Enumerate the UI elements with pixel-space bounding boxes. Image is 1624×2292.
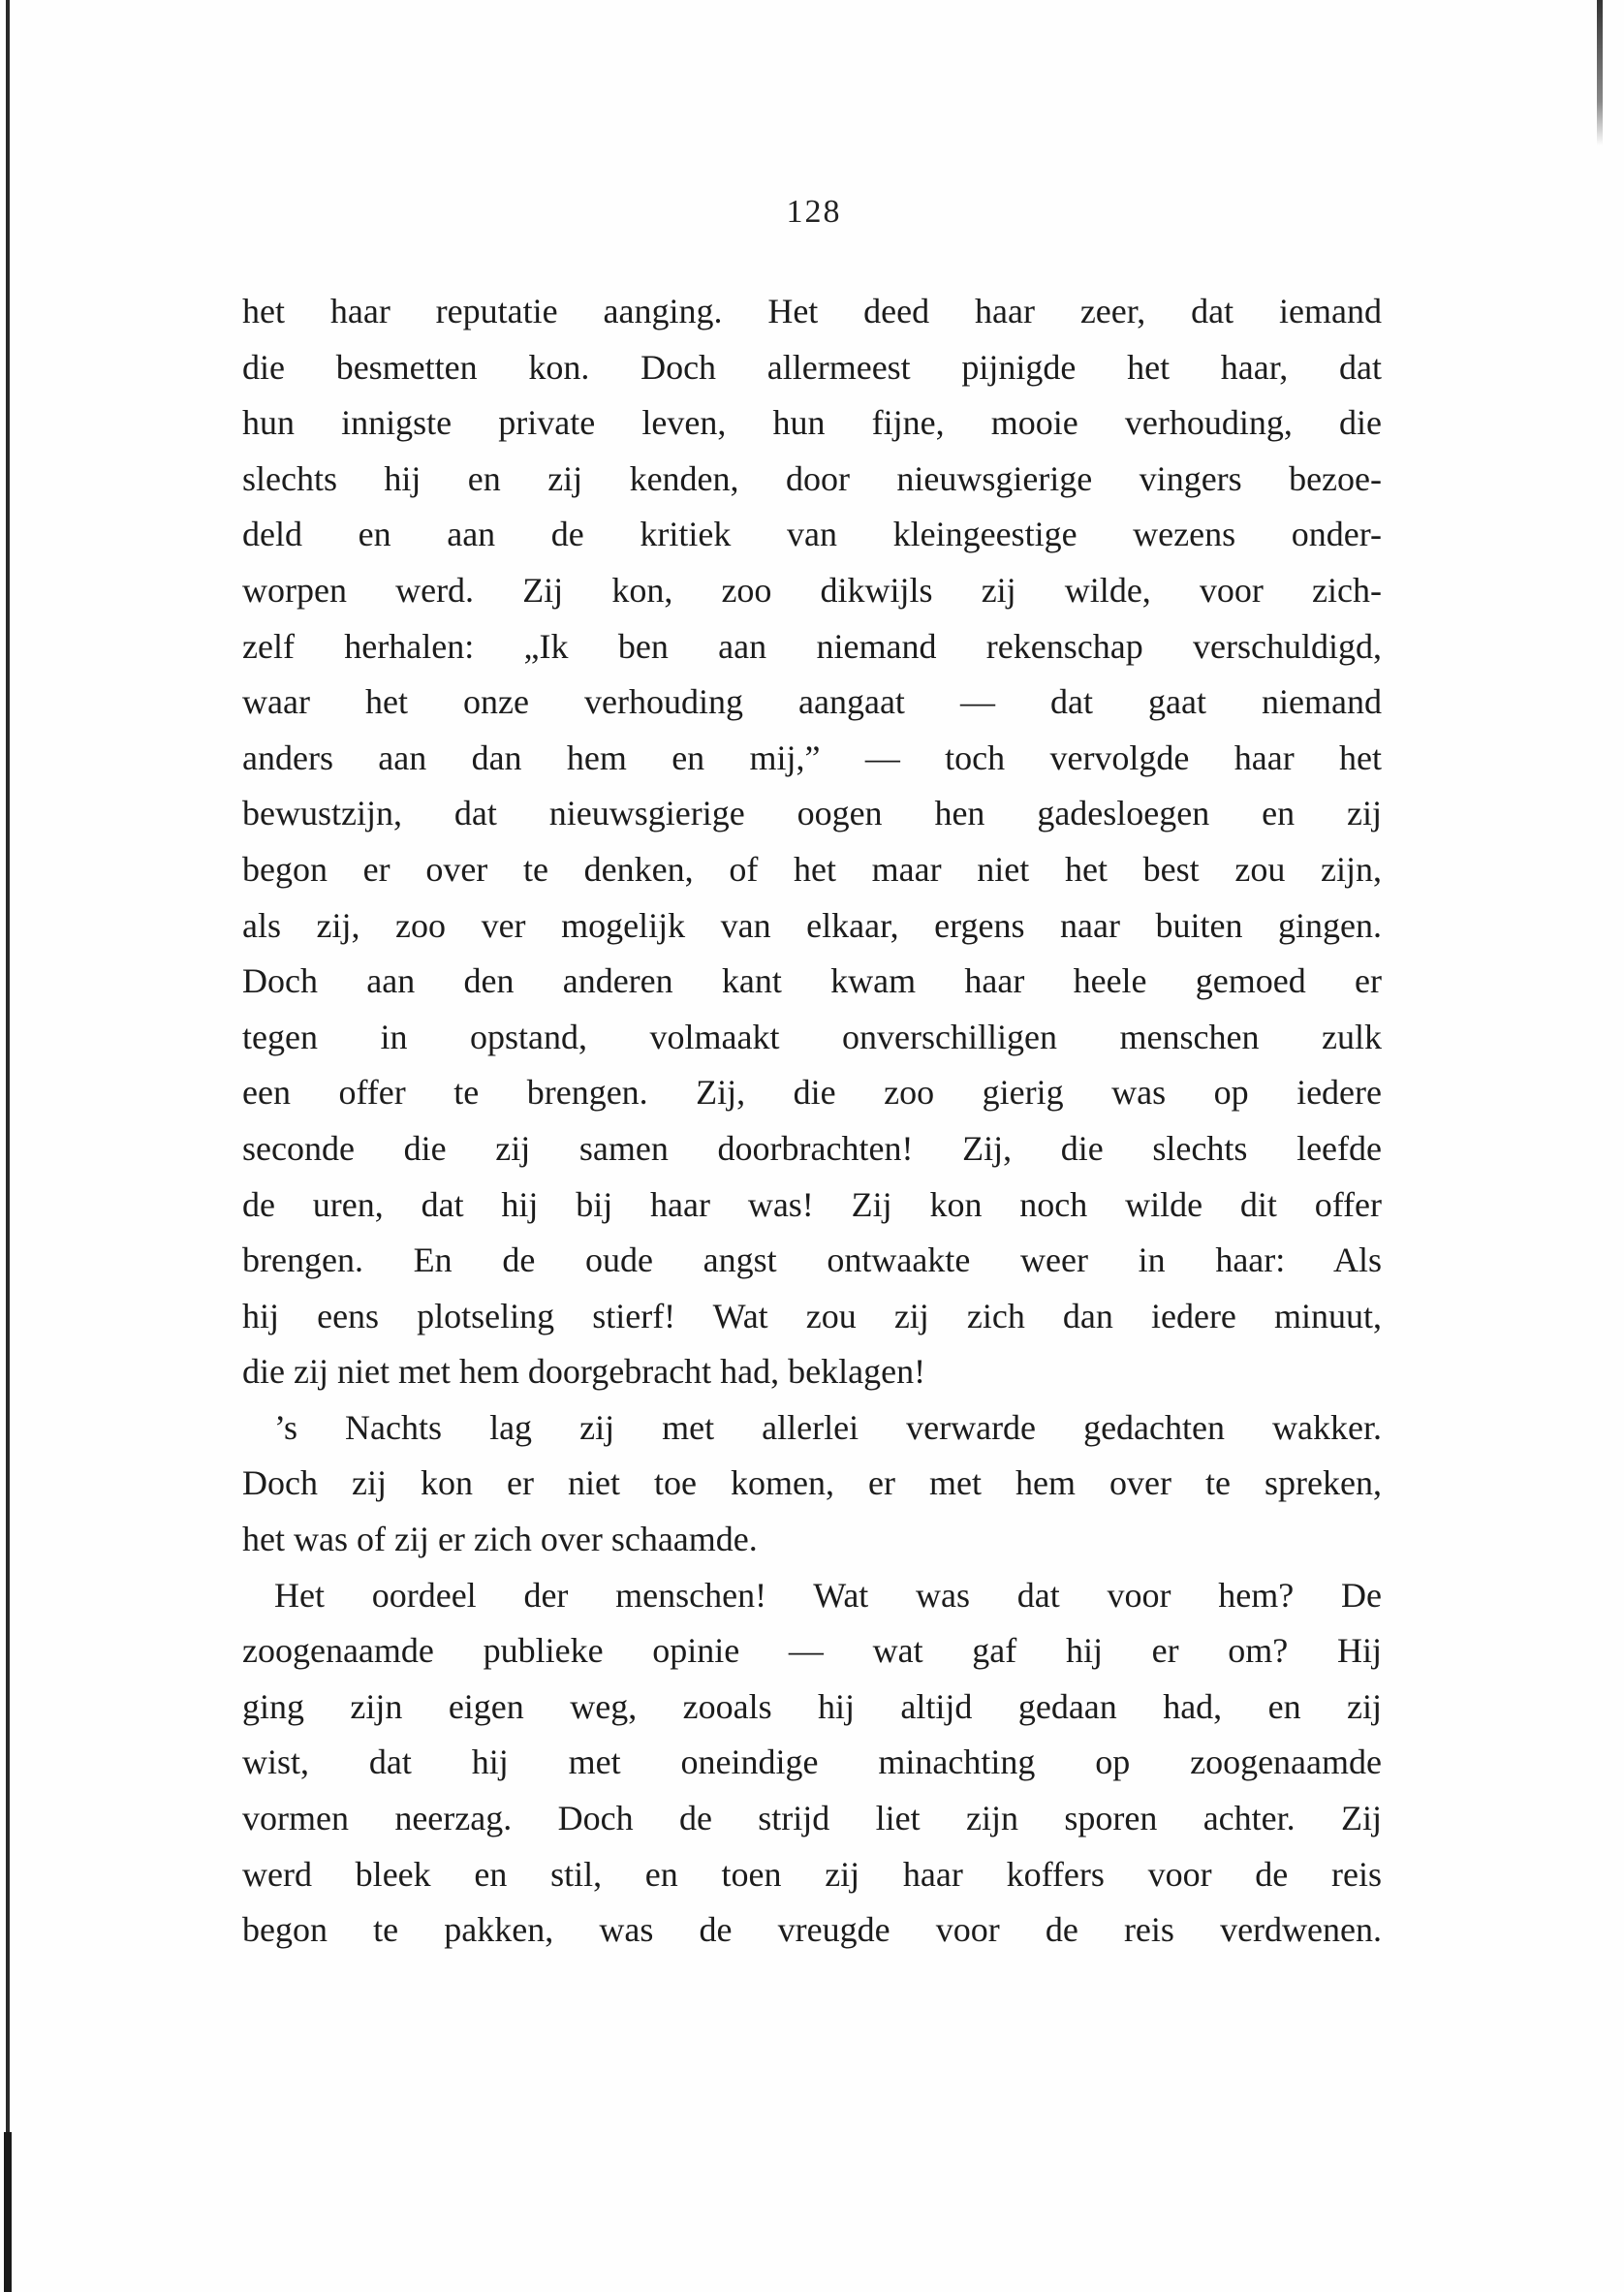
text-line: begon er over te denken, of het maar niet het best zou zijn, <box>242 849 1382 889</box>
text-line: die besmetten kon. Doch allermeest pijnigde het haar, dat <box>242 347 1382 387</box>
text-line: hun innigste private leven, hun fijne, mooie verhouding, die <box>242 403 1382 443</box>
text-line: deld en aan de kritiek van kleingeestige wezens onder- <box>242 515 1382 554</box>
text-line: die zij niet met hem doorgebracht had, beklagen! <box>242 1352 926 1392</box>
text-line: tegen in opstand, volmaakt onverschilligen menschen zulk <box>242 1017 1382 1056</box>
body-text <box>242 284 1382 1959</box>
text-line: de uren, dat hij bij haar was! Zij kon noch wilde dit offer <box>242 1184 1382 1224</box>
text-line: seconde die zij samen doorbrachten! Zij, die slechts leefde <box>242 1128 1382 1168</box>
text-line: Het oordeel der menschen! Wat was dat voor hem? De <box>274 1575 1382 1615</box>
text-line: het haar reputatie aanging. Het deed haar zeer, dat iemand <box>242 292 1382 330</box>
page-number: 128 <box>786 194 842 230</box>
text-line: anders aan dan hem en mij,” — toch vervolgde haar het <box>242 738 1382 777</box>
text-line: als zij, zoo ver mogelijk van elkaar, ergens naar buiten gingen. <box>242 905 1382 945</box>
text-line: bewustzijn, dat nieuwsgierige oogen hen gadesloegen en zij <box>242 794 1382 833</box>
text-line: Doch aan den anderen kant kwam haar heele gemoed er <box>242 961 1382 1001</box>
text-line: brengen. En de oude angst ontwaakte weer in haar: Als <box>242 1240 1382 1280</box>
text-line: ging zijn eigen weg, zooals hij altijd gedaan had, en zij <box>242 1686 1382 1726</box>
text-line: begon te pakken, was de vreugde voor de reis verdwenen. <box>242 1910 1382 1950</box>
text-line: hij eens plotseling stierf! Wat zou zij zich dan iedere minuut, <box>242 1296 1382 1335</box>
text-line: een offer te brengen. Zij, die zoo gierig was op iedere <box>242 1073 1382 1113</box>
text-line: Doch zij kon er niet toe komen, er met hem over te spreken, <box>242 1463 1382 1503</box>
text-line: slechts hij en zij kenden, door nieuwsgierige vingers bezoe- <box>242 458 1382 498</box>
text-line: het was of zij er zich over schaamde. <box>242 1520 758 1559</box>
scan-corner-mark <box>1597 0 1603 145</box>
text-line: zelf herhalen: „Ik ben aan niemand rekenschap verschuldigd, <box>242 626 1382 666</box>
text-line: wist, dat hij met oneindige minachting op zoogenaamde <box>242 1743 1382 1782</box>
text-line: waar het onze verhouding aangaat — dat gaat niemand <box>242 682 1382 722</box>
text-line: worpen werd. Zij kon, zoo dikwijls zij wilde, voor zich- <box>242 570 1382 610</box>
page-edge-shadow <box>6 0 10 2292</box>
text-line: vormen neerzag. Doch de strijd liet zijn sporen achter. Zij <box>242 1799 1382 1838</box>
text-line: ’s Nachts lag zij met allerlei verwarde gedachten wakker. <box>274 1407 1382 1447</box>
text-line: zoogenaamde publieke opinie — wat gaf hij er om? Hij <box>242 1631 1382 1671</box>
page-edge-shadow-bottom <box>4 2132 12 2292</box>
text-line: werd bleek en stil, en toen zij haar koffers voor de reis <box>242 1854 1382 1894</box>
